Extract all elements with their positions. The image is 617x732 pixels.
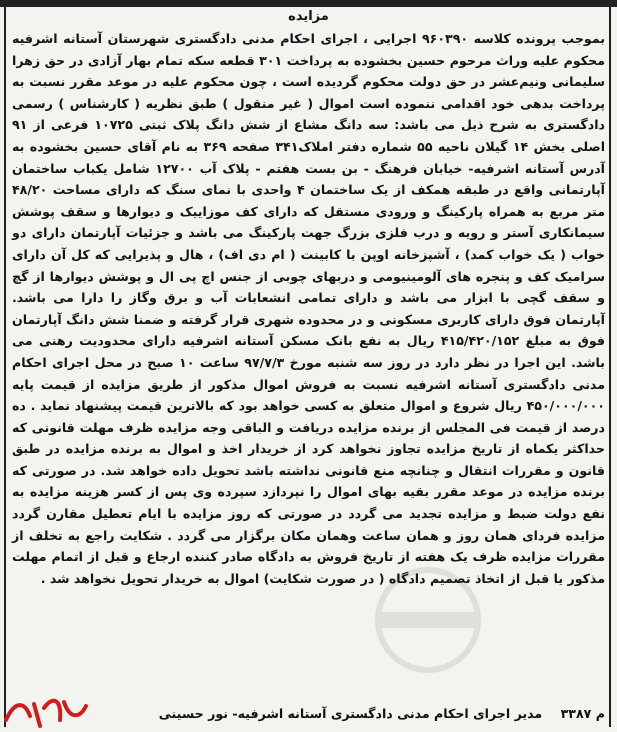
notice-body: بموجب پرونده کلاسه ۹۶۰۳۹۰ اجرایی ، اجرای احکام مدنی دادگستری شهرستان آستانه اشرفیه محکوم علیه وراث مرحوم حسین بخشوده به پرداخت ۳۰۱ قطعه سکه تمام بهار آزادی در حق زهرا سلیمانی ونیم‌عشر در حق دولت محکوم گردیده است ، چون محکوم علیه در موعد مقرر نسبت به پرداخت بدهی خود اقدامی ننموده است اموال ( غیر منقول ) طبق نظریه ( کارشناس ) رسمی دادگستری به شرح ذیل می باشد: سه دانگ مشاع از شش دانگ پلاک ثبتی ۱۰۷۲۵ فرعی از ۹۱ اصلی بخش ۱۴ گیلان ناحیه ۵۵ شماره دفتر املاک۳۴۱ صفحه ۳۶۹ به نام آقای حسین بخشوده به آدرس آستانه اشرفیه- خیابان فرهنگ - بن بست هفتم - پلاک آب ۱۲۷۰۰ شامل یکباب ساختمان آپارتمانی واقع در طبقه همکف از یک ساختمان ۴ واحدی با نمای سنگ که دارای مساحت ۴۸/۲۰ متر مربع به همراه پارکینگ و ورودی مستقل که دارای کف موزاییک و دیوارها و سقف پوشش سیمانکاری آستر و رویه و درب فلزی بزرگ جهت پارکینگ می باشد و جزئیات آپارتمان دارای دو خواب ( یک خواب کمد) ، آشپزخانه اوپن با کابینت ( ام دی اف) ، هال و پذیرایی که کل آن دارای سرامیک کف و پنجره های آلومینیومی و دربهای چوبی از جنس اچ پی ال و پوشش دیوارها از گچ و سقف گچی با ابزار می باشد و دارای تمامی انشعابات آب و برق وگاز را دارا می باشد. آپارتمان فوق دارای کاربری مسکونی و در محدوده شهری قرار گرفته و ضمنا شش دانگ آپارتمان فوق به مبلغ ۴۱۵/۴۲۰/۱۵۲ ریال به نفع بانک مسکن آستانه اشرفیه دارای محدودیت رهنی می باشد. این اجرا در نظر دارد در روز سه شنبه مورخ ۹۷/۷/۳ ساعت ۱۰ صبح در محل اجرای احکام مدنی دادگستری آستانه اشرفیه نسبت به فروش اموال مذکور از طریق مزایده از قیمت پایه ۴۵۰/۰۰۰/۰۰۰ ریال شروع و اموال متعلق به کسی خواهد بود که بالاترین قیمت پیشنهاد نماید . ده درصد از قیمت فی المجلس از برنده مزایده دریافت و الباقی وجه مزایده ظرف مهلت قانونی که حداکثر یکماه از تاریخ مزایده تجاوز نخواهد کرد از خریدار اخذ و اموال به برنده مزایده در طبق قانون و مقررات انتقال و چنانچه منع قانونی نداشته باشد تحویل داده خواهد شد. در صورتی که برنده مزایده در موعد مقرر بقیه بهای اموال را نپردازد سپرده وی پس از کسر هزینه مزایده به نفع دولت ضبط و مزایده تجدید می گردد در صورتی که روز مزایده با ایام تعطیل مقارن گردد مزایده فردای همان روز و همان ساعت وهمان مکان برگزار می گردد . شکایت راجع به تخلف از مقررات مزایده ظرف یک هفته از تاریخ فروش به دادگاه صادر کننده ارجاع و قبل از اتمام مهلت مذکور یا قبل از اتخاذ تصمیم دادگاه ( در صورت شکایت) اموال به خریدار تحویل نخواهد شد .: [12, 31, 606, 586]
notice-footer: [10, 706, 605, 726]
notice-signature: مدیر اجرای احکام مدنی دادگستری آستانه اشرفیه- نور حسینی: [158, 706, 543, 721]
top-rule: [0, 0, 617, 7]
notice-code: م ۳۳۸۷: [560, 706, 605, 721]
notice-title: مزایده: [288, 9, 329, 24]
red-ink-mark: [0, 690, 90, 732]
